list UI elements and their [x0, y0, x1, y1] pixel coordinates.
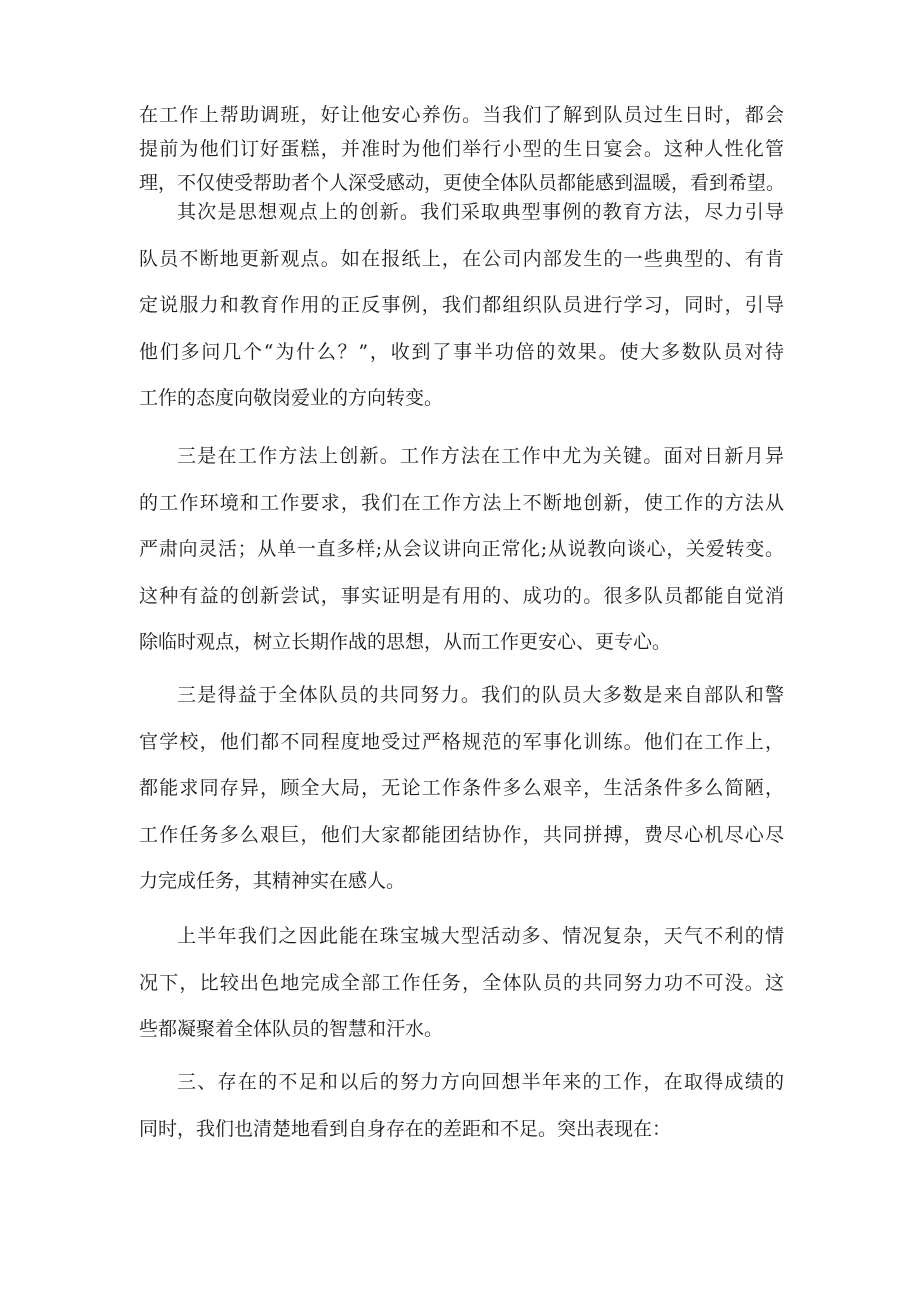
paragraph-line: 官学校，他们都不同程度地受过严格规范的军事化训练。他们在工作上，	[139, 730, 784, 753]
paragraph-5	[139, 913, 784, 1053]
paragraph-2	[139, 189, 784, 422]
paragraph-line: 三、存在的不足和以后的努力方向回想半年来的工作，在取得成绩的	[177, 1071, 784, 1093]
paragraph-line: 提前为他们订好蛋糕，并准时为他们举行小型的生日宴会。这种人性化管	[139, 138, 784, 160]
paragraph-line: 况下，比较出色地完成全部工作任务，全体队员的共同努力功不可没。这	[139, 971, 784, 994]
paragraph-line: 队员不断地更新观点。如在报纸上，在公司内部发生的一些典型的、有肯	[139, 247, 784, 270]
paragraph-line: 同时，我们也清楚地看到自身存在的差距和不足。突出表现在：	[139, 1117, 672, 1140]
paragraph-line: 在工作上帮助调班，好让他安心养伤。当我们了解到队员过生日时，都会	[139, 104, 784, 126]
paragraph-line: 三是在工作方法上创新。工作方法在工作中尤为关键。面对日新月异	[177, 445, 784, 467]
paragraph-line: 除临时观点，树立长期作战的思想，从而工作更安心、更专心。	[139, 631, 672, 653]
paragraph-line: 上半年我们之因此能在珠宝城大型活动多、情况复杂，天气不利的情	[177, 925, 784, 947]
paragraph-3	[139, 433, 784, 666]
paragraph-line: 三是得益于全体队员的共同努力。我们的队员大多数是来自部队和警	[177, 684, 784, 706]
paragraph-6	[139, 1059, 784, 1152]
paragraph-line: 工作任务多么艰巨，他们大家都能团结协作，共同拼搏，费尽心机尽心尽	[139, 823, 784, 846]
paragraph-line: 理，不仅使受帮助者个人深受感动，更使全体队员都能感到温暖，看到希望。	[139, 172, 786, 194]
paragraph-line: 他们多问几个“为什么？”，收到了事半功倍的效果。使大多数队员对待	[139, 340, 784, 363]
paragraph-4	[139, 672, 784, 905]
paragraph-line: 定说服力和教育作用的正反事例，我们都组织队员进行学习，同时，引导	[139, 294, 784, 316]
paragraph-line: 工作的态度向敬岗爱业的方向转变。	[139, 387, 444, 409]
paragraph-line: 的工作环境和工作要求，我们在工作方法上不断地创新，使工作的方法从	[139, 491, 784, 514]
paragraph-line: 严肃向灵活；从单一直多样;从会议讲向正常化;从说教向谈心，关爱转变。	[139, 538, 784, 560]
paragraph-line: 这种有益的创新尝试，事实证明是有用的、成功的。很多队员都能自觉消	[139, 584, 784, 607]
paragraph-line: 其次是思想观点上的创新。我们采取典型事例的教育方法，尽力引导	[177, 201, 784, 223]
paragraph-line: 力完成任务，其精神实在感人。	[139, 870, 406, 892]
paragraph-line: 都能求同存异，顾全大局，无论工作条件多么艰辛，生活条件多么简陋，	[139, 777, 784, 799]
paragraph-1	[139, 98, 784, 200]
paragraph-line: 些都凝聚着全体队员的智慧和汗水。	[139, 1018, 444, 1040]
